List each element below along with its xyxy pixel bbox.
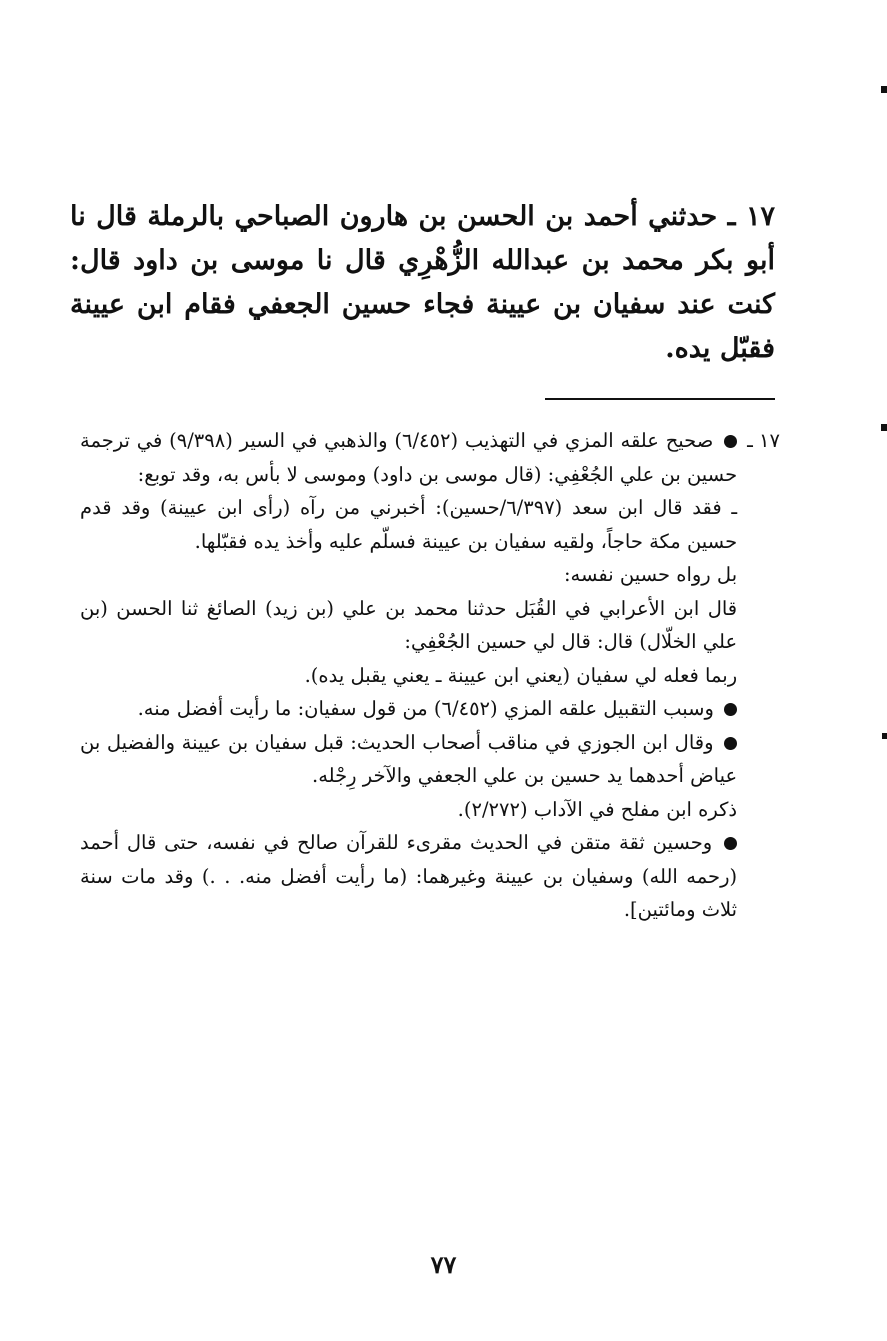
scan-edge-mark [881,86,887,93]
footnotes [80,424,780,927]
bullet-icon [724,837,737,850]
bullet-icon [724,703,737,716]
footnote-separator [545,398,775,400]
footnote-paragraph: ـ فقد قال ابن سعد (٦/٣٩٧/حسين): أخبرني من رآه (رأى ابن عيينة) وقد قدم حسين مكة حاجاً، ولقيه سفيان بن عيينة فسلّم عليه وأخذ يده فقبّلها. [80,496,738,553]
footnote-paragraph: وحسين ثقة متقن في الحديث مقرىء للقرآن صالح في نفسه، حتى قال أحمد (رحمه الله) وسفيان بن عيينة وغيرهما: (ما رأيت أفضل منه. . .) وقد مات سنة ثلاث ومائتين]. [80,831,738,921]
footnote-paragraph: قال ابن الأعرابي في القُبَل حدثنا محمد بن علي (بن زيد) الصائغ ثنا الحسن (بن علي الخلّال) قال: قال لي حسين الجُعْفِي: [80,596,738,653]
bullet-icon [724,435,737,448]
footnote-number: ١٧ ـ [747,429,780,452]
footnote-paragraph: بل رواه حسين نفسه: [563,563,738,586]
main-number: ١٧ ـ [727,201,775,232]
footnote-body [80,424,737,927]
footnote [80,424,780,927]
scan-edge-mark [882,733,887,739]
footnote-paragraph: وسبب التقبيل علقه المزي (٦/٤٥٢) من قول سفيان: ما رأيت أفضل منه. [80,692,737,726]
footnote-paragraph: ربما فعله لي سفيان (يعني ابن عيينة ـ يعني يقبل يده). [304,663,738,687]
main-text [70,195,775,371]
footnote-paragraph: صحيح علقه المزي في التهذيب (٦/٤٥٢) والذهبي في السير (٩/٣٩٨) في ترجمة حسين بن علي الجُعْفِي: (قال موسى بن داود) وموسى لا بأس به، وقد توبع: [80,429,738,486]
footnote-paragraph: ذكره ابن مفلح في الآداب (٢/٢٧٢). [457,797,738,821]
scan-edge-mark [881,424,887,431]
page-number: ٧٧ [430,1250,457,1279]
main-paragraph: حدثني أحمد بن الحسن بن هارون الصباحي بالرملة قال نا أبو بكر محمد بن عبدالله الزُّهْرِي قال نا موسى بن داود قال: كنت عند سفيان بن عيينة فجاء حسين الجعفي فقام ابن عيينة فقبّل يده. [70,201,775,364]
footnote-paragraph: وقال ابن الجوزي في مناقب أصحاب الحديث: قبل سفيان بن عيينة والفضيل بن عياض أحدهما يد حسين بن علي الجعفي والآخر رِجْله. [80,730,738,787]
bullet-icon [724,737,737,750]
